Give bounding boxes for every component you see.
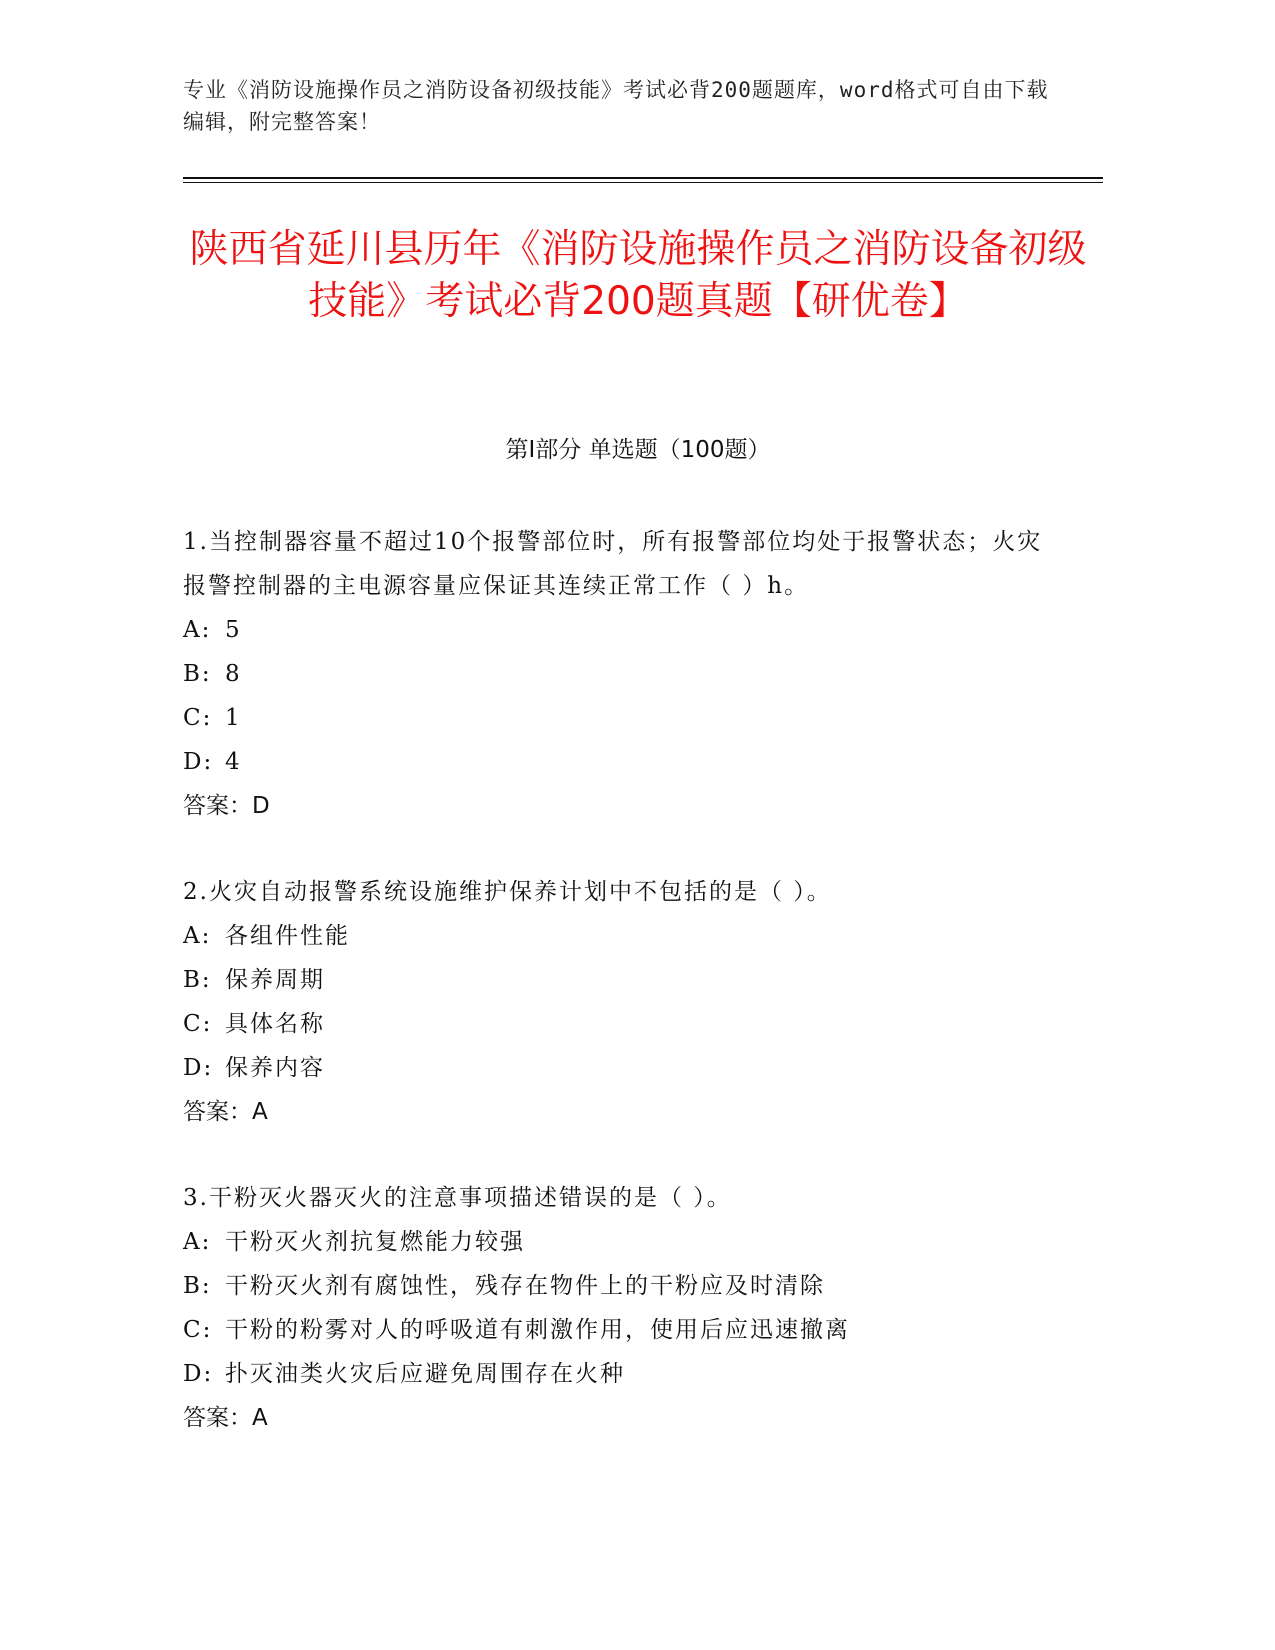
header-note: 专业《消防设施操作员之消防设备初级技能》考试必背200题题库，word格式可自由下载编辑，附完整答案！ (183, 78, 1049, 134)
header-rule-thick (183, 177, 1103, 179)
answer-line (183, 784, 1063, 828)
option-letter: D: (183, 1361, 214, 1387)
question-3 (183, 1176, 1063, 1440)
option-text: 保养内容 (225, 1055, 325, 1081)
question-stem: 1.当控制器容量不超过10个报警部位时，所有报警部位均处于报警状态；火灾报警控制器的主电源容量应保证其连续正常工作（ ）h。 (183, 529, 1043, 599)
option-letter: C: (183, 1011, 213, 1037)
option-letter: A: (183, 1229, 212, 1255)
option-letter: B: (183, 1273, 212, 1299)
option-text: 干粉灭火剂有腐蚀性，残存在物件上的干粉应及时清除 (225, 1273, 825, 1299)
option-text: 干粉灭火剂抗复燃能力较强 (225, 1229, 525, 1255)
question-list (183, 520, 1063, 1482)
option-a (183, 914, 1063, 958)
option-letter: D: (183, 1055, 214, 1081)
question-1 (183, 520, 1063, 828)
option-text: 5 (225, 617, 242, 643)
option-b (183, 958, 1063, 1002)
question-stem: 3.干粉灭火器灭火的注意事项描述错误的是（ ）。 (183, 1185, 732, 1211)
option-letter: C: (183, 1317, 213, 1343)
option-c (183, 1308, 1063, 1352)
header-rule-thin (183, 182, 1103, 183)
option-d (183, 1352, 1063, 1396)
answer-line (183, 1396, 1063, 1440)
option-letter: B: (183, 967, 212, 993)
option-text: 8 (225, 661, 242, 687)
answer-label: 答案： (183, 793, 252, 819)
document-title: 陕西省延川县历年《消防设施操作员之消防设备初级技能》考试必背200题真题【研优卷】 (189, 227, 1087, 324)
option-d (183, 1046, 1063, 1090)
option-b (183, 1264, 1063, 1308)
option-text: 干粉的粉雾对人的呼吸道有刺激作用，使用后应迅速撤离 (225, 1317, 850, 1343)
option-text: 1 (225, 705, 242, 731)
option-a (183, 1220, 1063, 1264)
option-a (183, 608, 1063, 652)
option-text: 4 (225, 749, 242, 775)
option-letter: D: (183, 749, 214, 775)
answer-value: D (252, 793, 270, 819)
answer-value: A (252, 1405, 268, 1431)
option-c (183, 696, 1063, 740)
answer-label: 答案： (183, 1405, 252, 1431)
option-letter: B: (183, 661, 212, 687)
section-title: 第I部分 单选题（100题） (505, 437, 771, 463)
option-text: 具体名称 (225, 1011, 325, 1037)
option-text: 保养周期 (225, 967, 325, 993)
question-stem: 2.火灾自动报警系统设施维护保养计划中不包括的是（ ）。 (183, 879, 832, 905)
answer-line (183, 1090, 1063, 1134)
option-b (183, 652, 1063, 696)
answer-value: A (252, 1099, 268, 1125)
option-c (183, 1002, 1063, 1046)
question-2 (183, 870, 1063, 1134)
option-letter: A: (183, 617, 212, 643)
option-text: 各组件性能 (225, 923, 350, 949)
option-letter: A: (183, 923, 212, 949)
option-text: 扑灭油类火灾后应避免周围存在火种 (225, 1361, 625, 1387)
option-d (183, 740, 1063, 784)
answer-label: 答案： (183, 1099, 252, 1125)
option-letter: C: (183, 705, 213, 731)
